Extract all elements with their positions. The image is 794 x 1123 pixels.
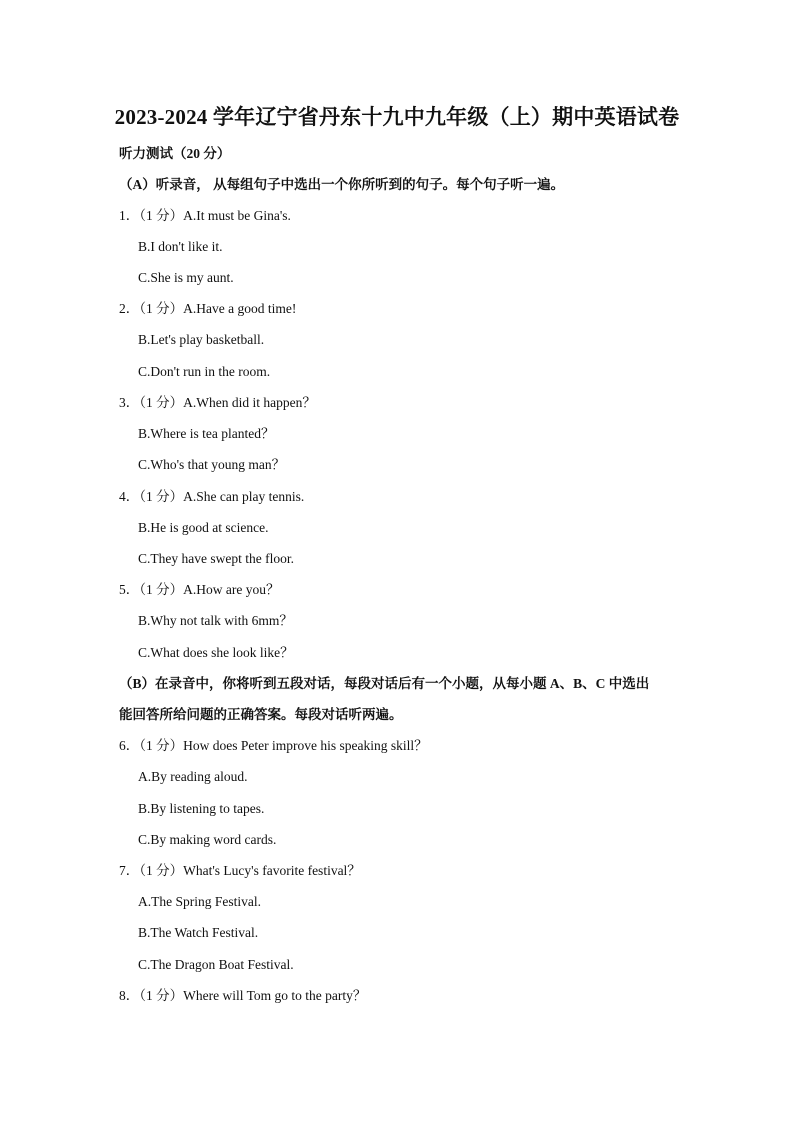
question-7-option-a: A.The Spring Festival. [138,894,261,909]
question-3-option-c: C.Who's that young man？ [138,457,286,472]
question-7-option-b: B.The Watch Festival. [138,925,259,940]
question-2-stem: 2．（1 分）A.Have a good time! [119,301,297,316]
question-1-stem: 1．（1 分）A.It must be Gina's. [119,208,291,223]
question-4-option-c: C.They have swept the floor. [138,551,294,566]
section-heading: 听力测试（20 分） [119,146,231,161]
question-6-option-b: B.By listening to tapes. [138,801,265,816]
question-6-stem: 6．（1 分）How does Peter improve his speaking skill？ [119,738,428,753]
question-6-option-c: C.By making word cards. [138,832,277,847]
question-7-stem: 7．（1 分）What's Lucy's favorite festival？ [119,863,361,878]
part-b-instruction-line-2: 能回答所给问题的正确答案。每段对话听两遍。 [119,707,403,722]
question-1-option-b: B.I don't like it. [138,239,223,254]
question-2-option-b: B.Let's play basketball. [138,332,265,347]
question-7-option-c: C.The Dragon Boat Festival. [138,957,294,972]
question-5-stem: 5．（1 分）A.How are you？ [119,582,280,597]
part-a-instruction: （A）听录音， 从每组句子中选出一个你所听到的句子。每个句子听一遍。 [119,177,565,192]
question-4-stem: 4．（1 分）A.She can play tennis. [119,489,305,504]
question-5-option-c: C.What does she look like？ [138,645,294,660]
page-title: 2023-2024 学年辽宁省丹东十九中九年级（上）期中英语试卷 [114,105,680,129]
part-b-instruction-line-1: （B）在录音中，你将听到五段对话，每段对话后有一个小题，从每小题 A、B、C 中选出 [119,676,650,691]
question-8-stem: 8．（1 分）Where will Tom go to the party？ [119,988,367,1003]
question-3-option-b: B.Where is tea planted？ [138,426,275,441]
question-1-option-c: C.She is my aunt. [138,270,234,285]
question-4-option-b: B.He is good at science. [138,520,269,535]
question-6-option-a: A.By reading aloud. [138,769,248,784]
question-2-option-c: C.Don't run in the room. [138,364,271,379]
question-3-stem: 3．（1 分）A.When did it happen？ [119,395,316,410]
question-5-option-b: B.Why not talk with 6mm？ [138,613,293,628]
